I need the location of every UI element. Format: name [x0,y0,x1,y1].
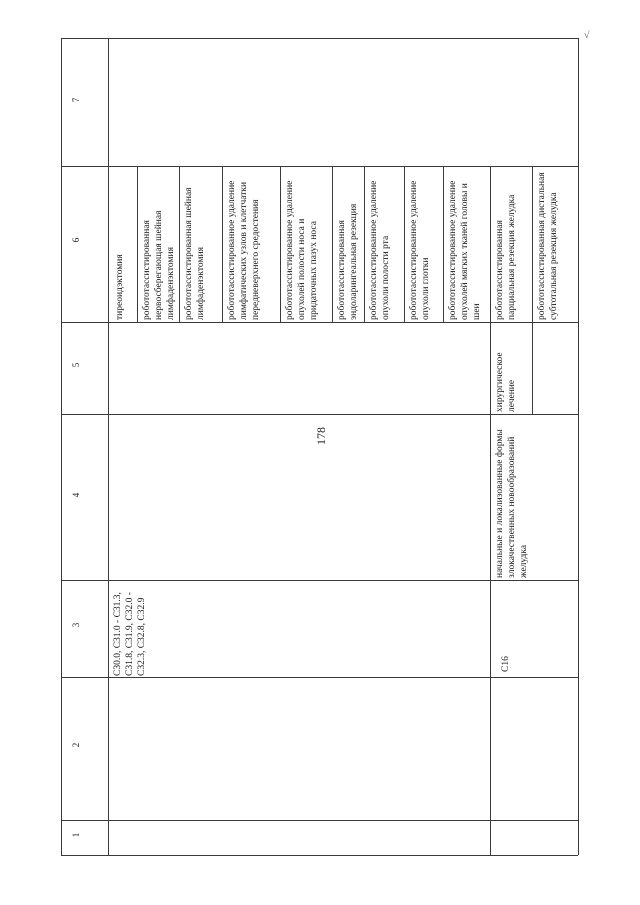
col-divider [61,166,578,167]
method-cell: робототассистированная шейная лимфаденэктомия [184,187,206,320]
column-number-3: 3 [71,622,81,628]
table-border-left [61,38,62,855]
cell-divider [443,166,444,322]
method-cell: тиреоидэктомия [115,254,125,320]
cell-divider [280,166,281,322]
method-cell: робототассистированное удаление опухоли полости рта [369,180,391,320]
col-divider [61,38,578,39]
col-divider [61,414,578,415]
method-cell: робототассистированное удаление опухоли глотки [409,180,431,320]
col-divider [61,322,578,323]
col-divider [61,580,578,581]
col-divider [61,820,578,821]
row-divider [490,166,491,855]
column-number-2: 2 [71,742,81,748]
cell-divider [222,166,223,322]
table-header-divider [108,38,109,855]
column-number-7: 7 [71,97,81,103]
col-divider [61,855,578,856]
code-cell-c16: C16 [501,656,511,672]
method-cell: робототассистированная парциальная резекция желудка [495,194,517,320]
treatment-cell: хирургическое лечение [495,352,517,412]
method-cell: робототассистированное удаление опухолей полости носа и придаточных пазух носа [285,180,319,320]
cell-divider [364,166,365,322]
column-number-1: 1 [71,832,81,838]
cell-divider [532,166,533,322]
diagnosis-cell: начальные и локализованные формы злокачественных новообразований желудка [495,429,529,578]
table-border-right [578,38,579,855]
method-cell: робототассистированная дистальная субтотальная резекция желудка [537,172,559,320]
check-mark: √ [584,30,590,41]
page-number: 178 [314,427,328,445]
cell-divider [404,166,405,322]
column-number-6: 6 [71,237,81,243]
cell-divider [532,322,533,414]
cell-divider [179,166,180,322]
method-cell: робототассистированное удаление лимфатических узлов и клетчатки передневерхнего средостения [227,180,261,320]
column-number-4: 4 [71,492,81,498]
col-divider [61,677,578,678]
cell-divider [332,166,333,322]
codes-cell: C30.0, C31.0 - C31.3, C31.8, C31.9, C32.0 - C32.3, C32.8, C32.9 [113,592,147,676]
method-cell: робототассистированная нервосберегающая шейная лимфаденэктомия [142,210,176,320]
column-number-5: 5 [71,362,81,368]
method-cell: робототассистированная эндоларингеальная резекция [337,203,359,320]
cell-divider [137,166,138,322]
method-cell: робототассистированное удаление опухолей мягких тканей головы и шеи [448,180,482,320]
